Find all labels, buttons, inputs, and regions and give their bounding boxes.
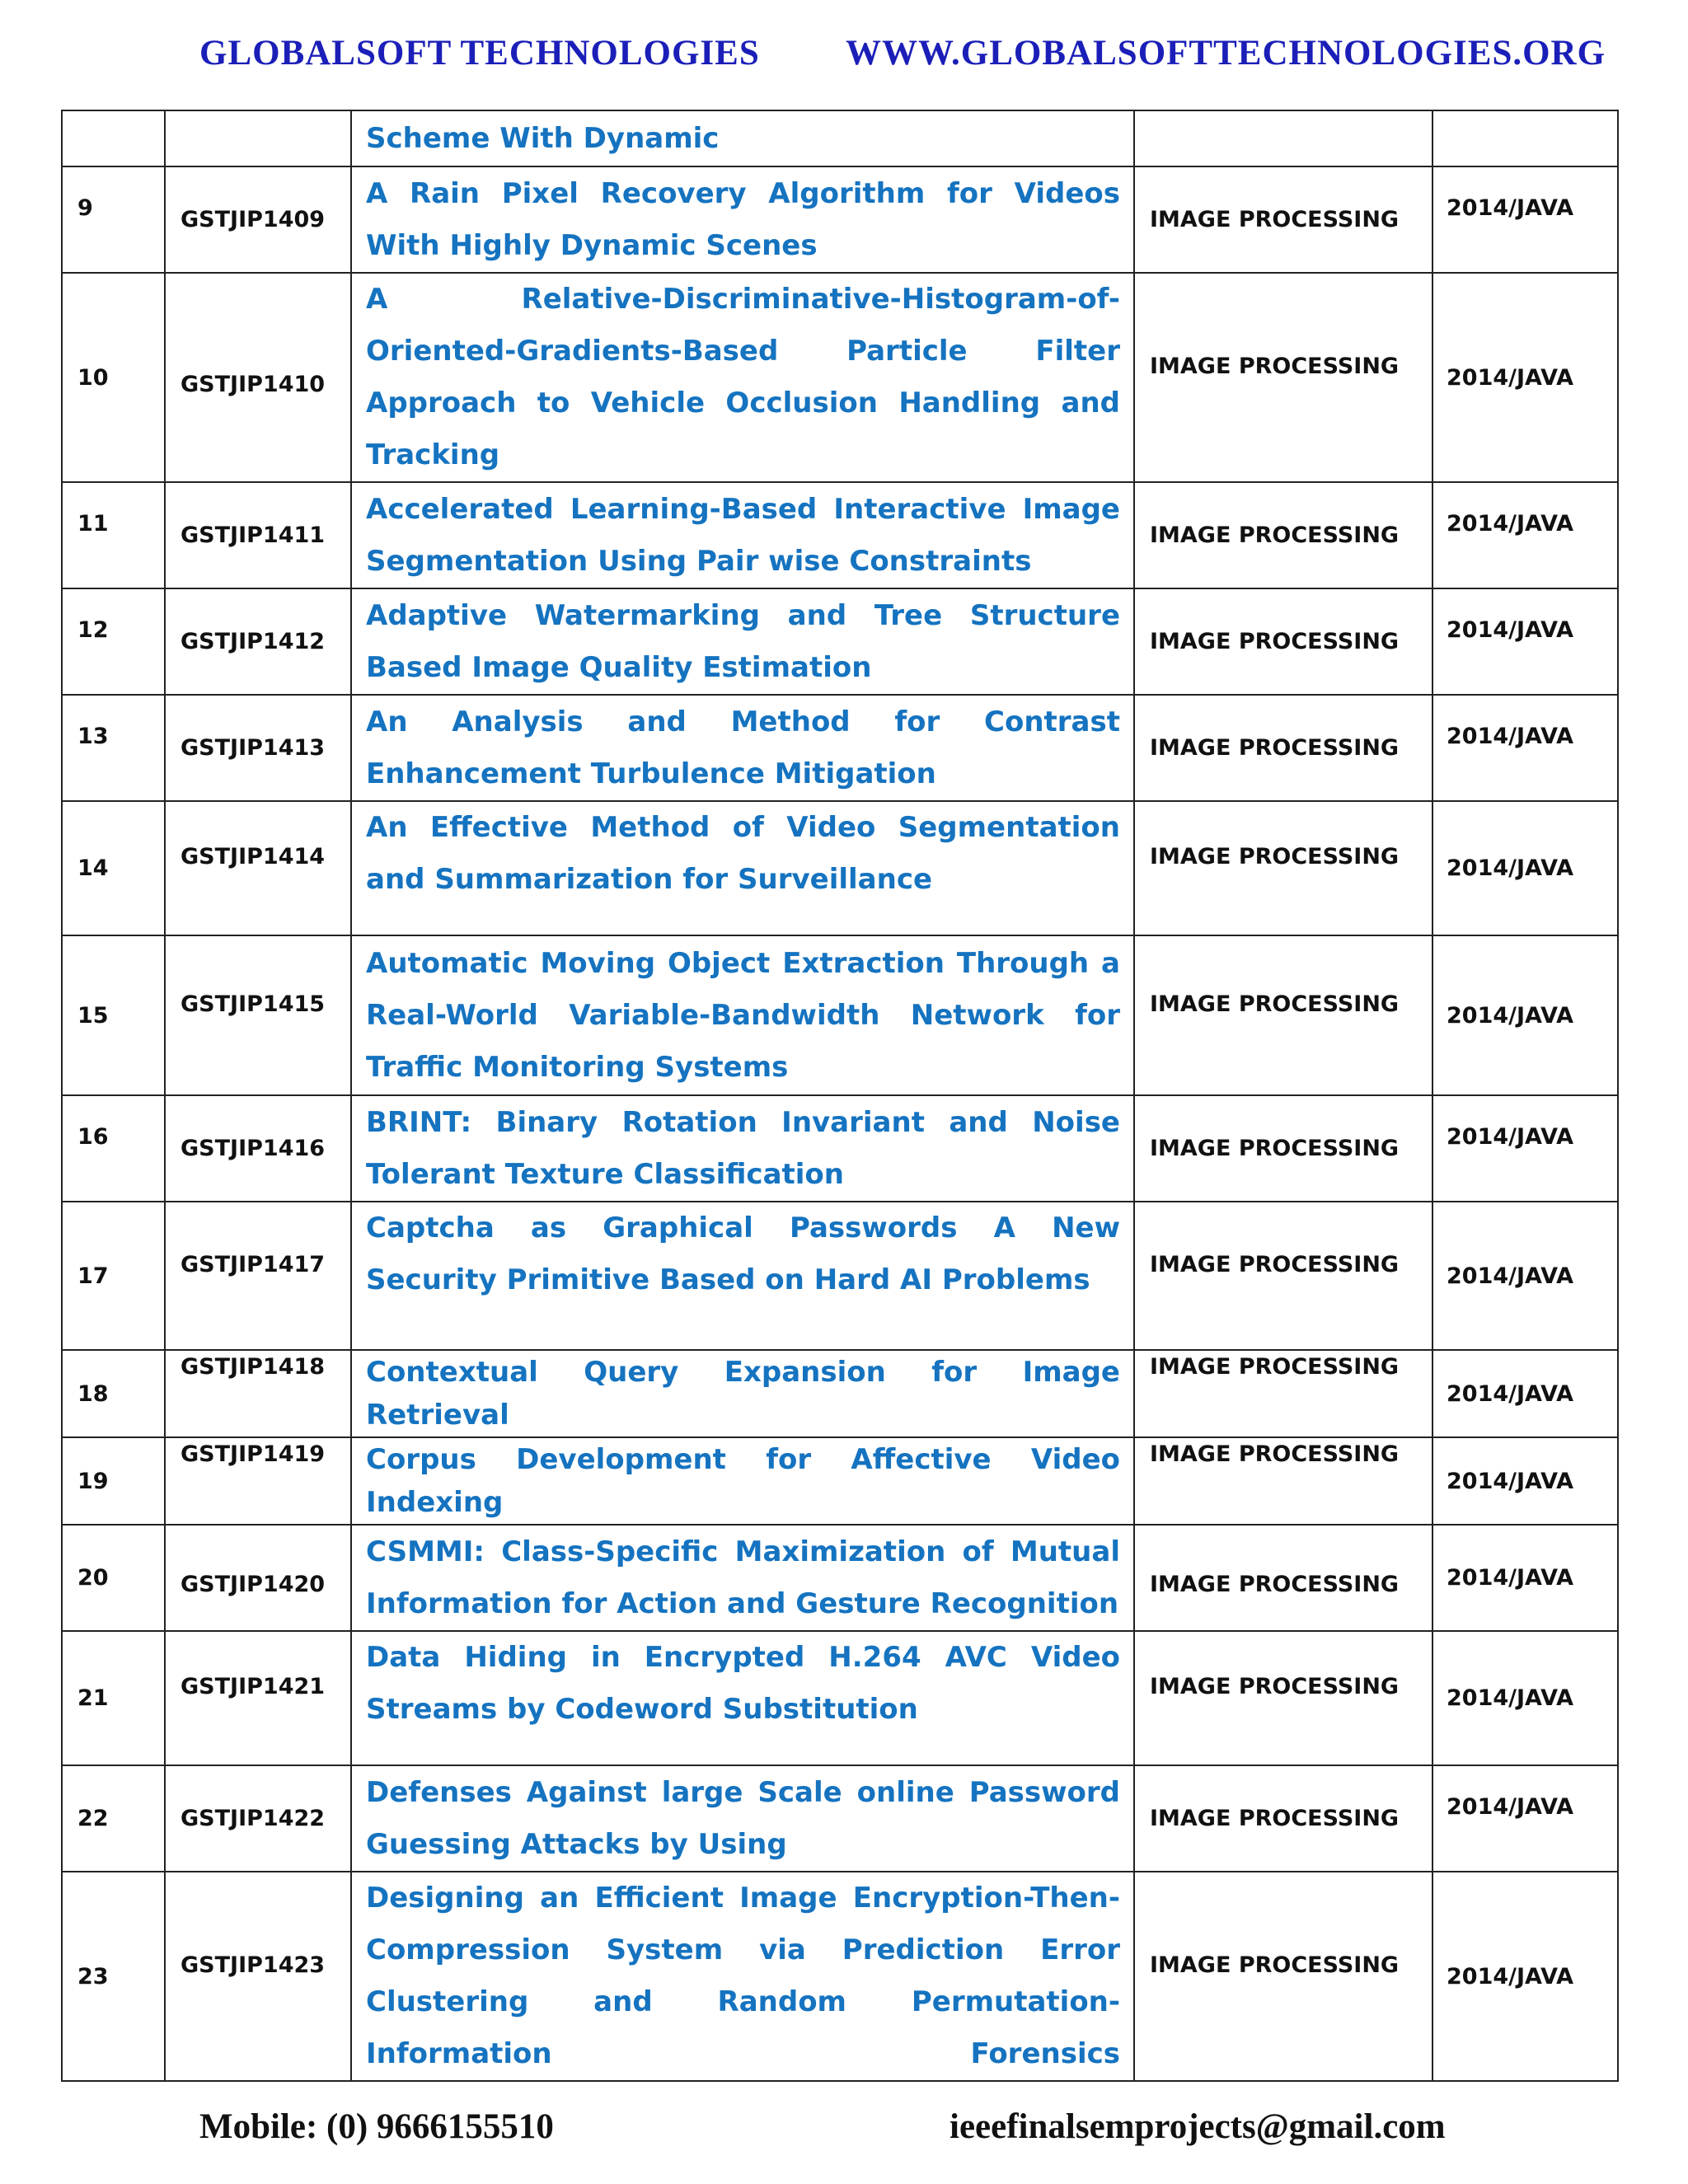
sno-cell: 13: [77, 724, 109, 749]
sno-cell: 20: [62, 1525, 165, 1631]
title-cell: Scheme With Dynamic: [351, 110, 1134, 166]
code-cell: GSTJIP1420: [181, 1572, 326, 1597]
year-cell: [1432, 110, 1618, 166]
contact-email: ieeefinalsemprojects@gmail.com: [950, 2107, 1446, 2146]
table-row: [62, 1202, 1618, 1350]
year-cell: 2014/JAVA: [1432, 1872, 1618, 2081]
title-cell: Automatic Moving Object Extraction Through a Real-World Variable-Bandwidth Network for Traffic Monitoring Systems: [351, 935, 1134, 1095]
table-row: [62, 695, 1618, 801]
code-cell: GSTJIP1423: [181, 1952, 326, 1978]
title-cell: CSMMI: Class-Specific Maximization of Mutual Information for Action and Gesture Recognition: [351, 1525, 1134, 1631]
sno-cell: 15: [62, 935, 165, 1095]
year-cell: 2014/JAVA: [1432, 935, 1618, 1095]
table-row: [62, 1872, 1618, 2081]
code-cell: GSTJIP1412: [165, 588, 351, 695]
year-cell: 2014/JAVA: [1432, 1202, 1618, 1350]
table-row-continuation: [62, 110, 1618, 166]
table-row: [62, 1765, 1618, 1872]
domain-cell: IMAGE PROCESSING: [1150, 844, 1400, 869]
year-cell: 2014/JAVA: [1432, 1631, 1618, 1765]
sno-cell: 9: [77, 195, 93, 221]
year-cell: 2014/JAVA: [1447, 1794, 1574, 1820]
code-cell: GSTJIP1410: [181, 371, 326, 397]
sno-cell: 21: [62, 1631, 165, 1765]
sno-cell: 14: [62, 801, 165, 935]
page-footer: [0, 2107, 1688, 2156]
year-cell: 2014/JAVA: [1432, 1525, 1618, 1631]
sno-cell: 10: [62, 273, 165, 482]
year-cell: 2014/JAVA: [1432, 801, 1618, 935]
year-cell: 2014/JAVA: [1432, 273, 1618, 482]
table-row: [62, 482, 1618, 588]
title-cell: Designing an Efficient Image Encryption-Then-Compression System via Prediction Error Clustering and Random Permutation- Information Forensics: [351, 1872, 1134, 2081]
sno-cell: 22: [62, 1765, 165, 1872]
title-cell: Corpus Development for Affective Video Indexing: [351, 1437, 1134, 1525]
title-cell: Data Hiding in Encrypted H.264 AVC Video Streams by Codeword Substitution: [351, 1631, 1134, 1765]
table-row: [62, 935, 1618, 1095]
year-cell: 2014/JAVA: [1447, 724, 1574, 749]
title-cell: An Analysis and Method for Contrast Enhancement Turbulence Mitigation: [351, 695, 1134, 801]
title-cell: Captcha as Graphical Passwords A New Security Primitive Based on Hard AI Problems: [351, 1202, 1134, 1350]
code-cell: GSTJIP1416: [165, 1095, 351, 1202]
title-cell: An Effective Method of Video Segmentation and Summarization for Surveillance: [351, 801, 1134, 935]
sno-cell: 19: [62, 1437, 165, 1525]
table-row: [62, 1631, 1618, 1765]
title-cell: Accelerated Learning-Based Interactive Image Segmentation Using Pair wise Constraints: [351, 482, 1134, 588]
code-cell: [165, 110, 351, 166]
domain-cell: IMAGE PROCESSING: [1150, 1251, 1400, 1277]
table-row: [62, 1095, 1618, 1202]
table-row: [62, 166, 1618, 273]
domain-cell: [1134, 110, 1432, 166]
sno-cell: 11: [77, 511, 109, 537]
mobile-number: Mobile: (0) 9666155510: [199, 2107, 554, 2146]
year-cell: 2014/JAVA: [1447, 1124, 1574, 1150]
code-cell: GSTJIP1414: [181, 844, 326, 869]
code-cell: GSTJIP1422: [165, 1765, 351, 1872]
title-cell: A Relative-Discriminative-Histogram-of-Oriented-Gradients-Based Particle Filter Approach to Vehicle Occlusion Handling and Tracking: [351, 273, 1134, 482]
table-row: [62, 801, 1618, 935]
code-cell: GSTJIP1413: [165, 695, 351, 801]
projects-table: [61, 110, 1619, 2082]
code-cell: GSTJIP1419: [165, 1437, 351, 1525]
code-cell: GSTJIP1409: [165, 166, 351, 273]
table-row: [62, 1437, 1618, 1525]
title-cell: Adaptive Watermarking and Tree Structure Based Image Quality Estimation: [351, 588, 1134, 695]
title-cell: BRINT: Binary Rotation Invariant and Noise Tolerant Texture Classification: [351, 1095, 1134, 1202]
sno-cell: 16: [77, 1124, 109, 1150]
code-cell: GSTJIP1411: [165, 482, 351, 588]
domain-cell: IMAGE PROCESSING: [1134, 1095, 1432, 1202]
domain-cell: IMAGE PROCESSING: [1150, 1572, 1400, 1597]
year-cell: 2014/JAVA: [1432, 1437, 1618, 1525]
code-cell: GSTJIP1415: [181, 991, 326, 1017]
title-cell: Defenses Against large Scale online Password Guessing Attacks by Using: [351, 1765, 1134, 1872]
year-cell: 2014/JAVA: [1447, 617, 1574, 643]
table-row: [62, 1525, 1618, 1631]
table-row: [62, 588, 1618, 695]
title-cell: A Rain Pixel Recovery Algorithm for Videos With Highly Dynamic Scenes: [351, 166, 1134, 273]
domain-cell: IMAGE PROCESSING: [1134, 1437, 1432, 1525]
year-cell: 2014/JAVA: [1447, 195, 1574, 221]
sno-cell: [62, 110, 165, 166]
domain-cell: IMAGE PROCESSING: [1134, 166, 1432, 273]
domain-cell: IMAGE PROCESSING: [1134, 482, 1432, 588]
code-cell: GSTJIP1417: [181, 1251, 326, 1277]
year-cell: 2014/JAVA: [1432, 1350, 1618, 1437]
domain-cell: IMAGE PROCESSING: [1150, 353, 1400, 379]
code-cell: GSTJIP1421: [181, 1674, 326, 1699]
domain-cell: IMAGE PROCESSING: [1150, 1674, 1400, 1699]
table-row: [62, 1350, 1618, 1437]
domain-cell: IMAGE PROCESSING: [1134, 695, 1432, 801]
website-url: WWW.GLOBALSOFTTECHNOLOGIES.ORG: [846, 34, 1606, 73]
year-cell: 2014/JAVA: [1447, 511, 1574, 537]
title-cell: Contextual Query Expansion for Image Retrieval: [351, 1350, 1134, 1437]
table-row: [62, 273, 1618, 482]
sno-cell: 12: [77, 617, 109, 643]
domain-cell: IMAGE PROCESSING: [1150, 991, 1400, 1017]
code-cell: GSTJIP1418: [165, 1350, 351, 1437]
domain-cell: IMAGE PROCESSING: [1134, 1350, 1432, 1437]
sno-cell: 23: [62, 1872, 165, 2081]
sno-cell: 18: [62, 1350, 165, 1437]
domain-cell: IMAGE PROCESSING: [1150, 1952, 1400, 1978]
domain-cell: IMAGE PROCESSING: [1134, 1765, 1432, 1872]
sno-cell: 17: [62, 1202, 165, 1350]
company-name: GLOBALSOFT TECHNOLOGIES: [199, 34, 760, 73]
page-header: [0, 33, 1688, 82]
domain-cell: IMAGE PROCESSING: [1134, 588, 1432, 695]
